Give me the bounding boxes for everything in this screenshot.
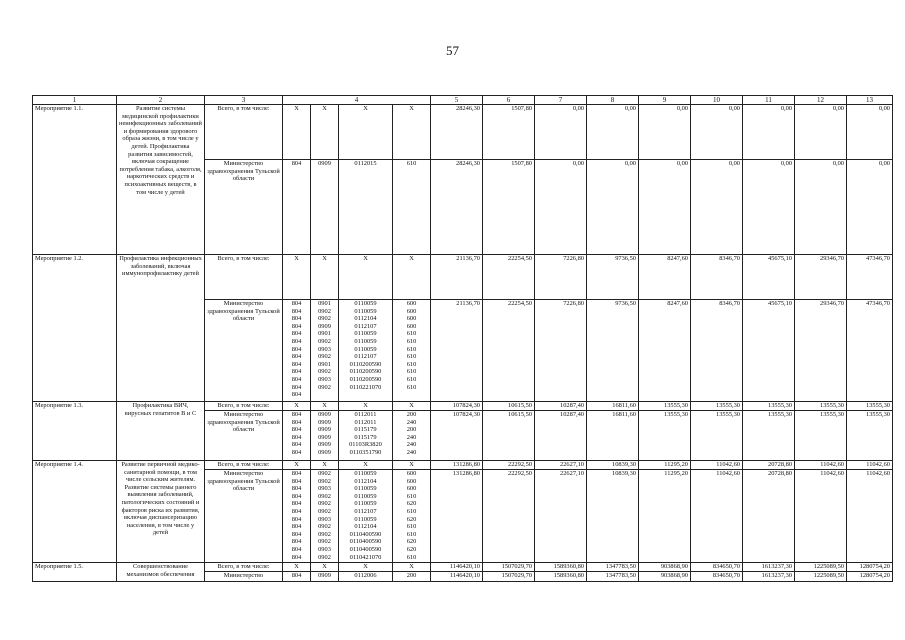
value-cell: 1507,80	[483, 160, 535, 255]
code-target-cell: 0110059 0110059 0112104 0112107 0110059 0110059 0110059 0112107 0110200590 0110200590 0110200590 0110221070	[339, 300, 393, 402]
event-name-cell: Развитие системы медицинской профилактики неинфекционных заболеваний и формирования здорового образа жизни, в том числе у детей. Профилактика развития зависимостей, включая сокращение потребления табака, алкоголя, наркотических средств и психоактивных веществ, в том числе у детей	[117, 105, 205, 255]
value-cell: 0,00	[639, 105, 691, 160]
executor-cell: Всего, в том числе:	[205, 105, 283, 160]
code-target-cell: 0110059 0112104 0110059 0110059 0110059 0112107 0110059 0112104 0110400590 0110400590 0110400590 0110421070	[339, 470, 393, 563]
value-cell: 0,00	[847, 105, 893, 160]
value-cell: 107824,30	[431, 411, 483, 461]
value-cell: 10839,30	[587, 470, 639, 563]
code-target-cell: Х	[339, 402, 393, 411]
value-cell: 13555,30	[743, 411, 795, 461]
value-cell: 45675,10	[743, 300, 795, 402]
header-cell: 13	[847, 96, 893, 105]
page-number: 57	[446, 43, 459, 58]
code-grbs-cell: Х	[283, 255, 311, 300]
executor-cell: Министерство здравоохранения Тульской области	[205, 411, 283, 461]
code-target-cell: Х	[339, 105, 393, 160]
code-grbs-cell: Х	[283, 563, 311, 572]
value-cell: 10839,30	[587, 461, 639, 470]
table-row	[33, 563, 893, 572]
value-cell: 0,00	[535, 160, 587, 255]
header-cell: 12	[795, 96, 847, 105]
value-cell: 0,00	[535, 105, 587, 160]
value-cell: 8346,70	[691, 255, 743, 300]
code-target-cell: Х	[339, 563, 393, 572]
header-cell: 10	[691, 96, 743, 105]
value-cell: 22292,50	[483, 461, 535, 470]
value-cell: 903868,90	[639, 563, 691, 572]
value-cell: 22292,50	[483, 470, 535, 563]
value-cell: 9736,50	[587, 300, 639, 402]
executor-cell: Всего, в том числе:	[205, 563, 283, 572]
header-cell: 11	[743, 96, 795, 105]
value-cell: 13555,30	[847, 402, 893, 411]
value-cell: 0,00	[795, 160, 847, 255]
value-cell: 1613237,30	[743, 563, 795, 572]
value-cell: 16811,60	[587, 411, 639, 461]
table-row	[33, 255, 893, 300]
table-row	[33, 105, 893, 160]
value-cell: 107824,30	[431, 402, 483, 411]
value-cell: 1280754,20	[847, 572, 893, 582]
budget-table	[32, 95, 893, 582]
code-section-cell: 0901 0902 0902 0909 0901 0902 0903 0902 0901 0902 0903 0902	[311, 300, 339, 402]
header-cell: 9	[639, 96, 691, 105]
executor-cell: Министерство здравоохранения Тульской области	[205, 470, 283, 563]
value-cell: 10287,40	[535, 411, 587, 461]
executor-cell: Министерство	[205, 572, 283, 582]
code-type-cell: Х	[393, 402, 431, 411]
value-cell: 20728,80	[743, 470, 795, 563]
value-cell: 8247,60	[639, 300, 691, 402]
value-cell: 11042,60	[795, 470, 847, 563]
event-name-cell: Профилактика инфекционных заболеваний, включая иммунопрофилактику детей	[117, 255, 205, 402]
code-grbs-cell: Х	[283, 402, 311, 411]
value-cell: 1225089,50	[795, 572, 847, 582]
value-cell: 1347783,50	[587, 572, 639, 582]
event-number-cell: Мероприятие 1.3.	[33, 402, 117, 461]
value-cell: 1146420,10	[431, 563, 483, 572]
code-section-cell: Х	[311, 255, 339, 300]
value-cell: 11295,20	[639, 461, 691, 470]
value-cell: 13555,30	[847, 411, 893, 461]
code-section-cell: Х	[311, 461, 339, 470]
value-cell: 0,00	[847, 160, 893, 255]
value-cell: 131286,80	[431, 461, 483, 470]
code-section-cell: 0902 0902 0903 0902 0902 0902 0903 0902 0902 0902 0903 0902	[311, 470, 339, 563]
executor-cell: Всего, в том числе:	[205, 402, 283, 411]
value-cell: 11042,60	[795, 461, 847, 470]
value-cell: 1507,80	[483, 105, 535, 160]
value-cell: 1507029,70	[483, 572, 535, 582]
value-cell: 21136,70	[431, 255, 483, 300]
value-cell: 13555,30	[691, 411, 743, 461]
value-cell: 28246,30	[431, 160, 483, 255]
value-cell: 7226,80	[535, 255, 587, 300]
code-grbs-cell: Х	[283, 461, 311, 470]
value-cell: 1225089,50	[795, 563, 847, 572]
code-section-cell: Х	[311, 402, 339, 411]
value-cell: 8247,60	[639, 255, 691, 300]
event-name-cell: Профилактика ВИЧ, вирусных гепатитов В и С	[117, 402, 205, 461]
executor-cell: Министерство здравоохранения Тульской области	[205, 160, 283, 255]
value-cell: 1146420,10	[431, 572, 483, 582]
value-cell: 0,00	[691, 160, 743, 255]
code-type-cell: 610	[393, 160, 431, 255]
value-cell: 0,00	[743, 160, 795, 255]
value-cell: 1347783,50	[587, 563, 639, 572]
code-grbs-cell: 804 804 804 804 804 804	[283, 411, 311, 461]
value-cell: 47346,70	[847, 255, 893, 300]
header-cell: 2	[117, 96, 205, 105]
code-section-cell: 0909	[311, 160, 339, 255]
header-cell: 6	[483, 96, 535, 105]
header-cell: 5	[431, 96, 483, 105]
code-grbs-cell: 804	[283, 160, 311, 255]
code-grbs-cell: 804 804 804 804 804 804 804 804 804 804 804 804	[283, 470, 311, 563]
event-number-cell: Мероприятие 1.5.	[33, 563, 117, 582]
value-cell: 13555,30	[743, 402, 795, 411]
value-cell: 29346,70	[795, 255, 847, 300]
executor-cell: Всего, в том числе:	[205, 461, 283, 470]
value-cell: 9736,50	[587, 255, 639, 300]
value-cell: 10287,40	[535, 402, 587, 411]
code-section-cell: 0909 0909 0909 0909 0909 0909	[311, 411, 339, 461]
value-cell: 10615,50	[483, 402, 535, 411]
value-cell: 20728,80	[743, 461, 795, 470]
value-cell: 1613237,30	[743, 572, 795, 582]
code-target-cell: 0112006	[339, 572, 393, 582]
value-cell: 13555,30	[795, 402, 847, 411]
value-cell: 0,00	[587, 105, 639, 160]
table-row	[33, 461, 893, 470]
code-type-cell: Х	[393, 255, 431, 300]
value-cell: 13555,30	[639, 411, 691, 461]
value-cell: 11042,60	[847, 461, 893, 470]
value-cell: 22254,50	[483, 255, 535, 300]
header-row	[33, 96, 893, 105]
event-name-cell: Совершенствование механизмов обеспечения	[117, 563, 205, 582]
value-cell: 0,00	[691, 105, 743, 160]
value-cell: 21136,70	[431, 300, 483, 402]
header-cell: 1	[33, 96, 117, 105]
value-cell: 0,00	[639, 160, 691, 255]
code-section-cell: Х	[311, 563, 339, 572]
value-cell: 834650,70	[691, 572, 743, 582]
value-cell: 1589360,80	[535, 572, 587, 582]
code-section-cell: Х	[311, 105, 339, 160]
executor-cell: Всего, в том числе:	[205, 255, 283, 300]
code-type-cell: Х	[393, 105, 431, 160]
header-cell: 4	[283, 96, 431, 105]
code-type-cell: 600 600 600 610 620 610 620 610 610 620 620 610	[393, 470, 431, 563]
table-row	[33, 402, 893, 411]
value-cell: 22627,10	[535, 470, 587, 563]
event-number-cell: Мероприятие 1.4.	[33, 461, 117, 563]
value-cell: 22254,50	[483, 300, 535, 402]
value-cell: 11042,60	[691, 470, 743, 563]
code-type-cell: Х	[393, 461, 431, 470]
value-cell: 13555,30	[795, 411, 847, 461]
value-cell: 10615,50	[483, 411, 535, 461]
value-cell: 1589360,80	[535, 563, 587, 572]
header-cell: 8	[587, 96, 639, 105]
value-cell: 13555,30	[639, 402, 691, 411]
code-type-cell: 600 600 600 600 610 610 610 610 610 610 610 610	[393, 300, 431, 402]
code-target-cell: 0112015	[339, 160, 393, 255]
value-cell: 1507029,70	[483, 563, 535, 572]
value-cell: 11295,20	[639, 470, 691, 563]
value-cell: 1280754,20	[847, 563, 893, 572]
event-number-cell: Мероприятие 1.1.	[33, 105, 117, 255]
code-type-cell: 200	[393, 572, 431, 582]
value-cell: 28246,30	[431, 105, 483, 160]
code-grbs-cell: 804	[283, 572, 311, 582]
value-cell: 8346,70	[691, 300, 743, 402]
value-cell: 22627,10	[535, 461, 587, 470]
code-type-cell: Х	[393, 563, 431, 572]
value-cell: 45675,10	[743, 255, 795, 300]
code-type-cell: 200 240 200 240 240 240	[393, 411, 431, 461]
value-cell: 131286,80	[431, 470, 483, 563]
code-target-cell: Х	[339, 461, 393, 470]
value-cell: 903868,90	[639, 572, 691, 582]
executor-cell: Министерство здравоохранения Тульской области	[205, 300, 283, 402]
value-cell: 29346,70	[795, 300, 847, 402]
value-cell: 47346,70	[847, 300, 893, 402]
code-section-cell: 0909	[311, 572, 339, 582]
code-grbs-cell: 804 804 804 804 804 804 804 804 804 804 804 804 804	[283, 300, 311, 402]
value-cell: 16811,60	[587, 402, 639, 411]
header-cell: 3	[205, 96, 283, 105]
value-cell: 0,00	[743, 105, 795, 160]
value-cell: 13555,30	[691, 402, 743, 411]
header-cell: 7	[535, 96, 587, 105]
code-target-cell: 0112011 0112011 0115179 0115179 01103R3820 0110351790	[339, 411, 393, 461]
value-cell: 0,00	[587, 160, 639, 255]
value-cell: 834650,70	[691, 563, 743, 572]
value-cell: 0,00	[795, 105, 847, 160]
value-cell: 11042,60	[691, 461, 743, 470]
event-name-cell: Развитие первичной медико-санитарной помощи, в том числе сельским жителям. Развитие системы раннего выявления заболеваний, патологических состояний и факторов риска их развития, включая диспансеризацию населения, в том числе у детей	[117, 461, 205, 563]
value-cell: 7226,80	[535, 300, 587, 402]
code-grbs-cell: Х	[283, 105, 311, 160]
event-number-cell: Мероприятие 1.2.	[33, 255, 117, 402]
code-target-cell: Х	[339, 255, 393, 300]
value-cell: 11042,60	[847, 470, 893, 563]
